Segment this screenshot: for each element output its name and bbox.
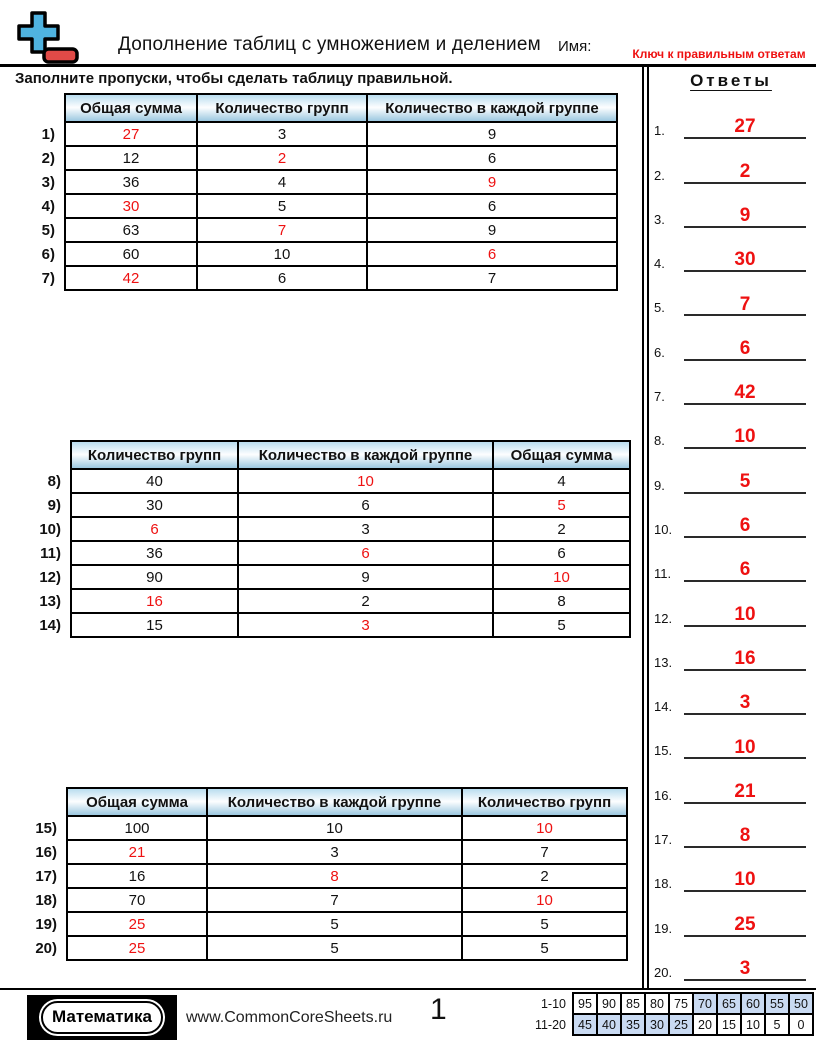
question-table-1 xyxy=(28,93,618,291)
score-cell: 90 xyxy=(597,993,621,1014)
given-value-cell: 2 xyxy=(493,517,630,541)
answer-item xyxy=(652,804,810,848)
score-grid-row xyxy=(528,993,813,1014)
table-row xyxy=(28,864,627,888)
answer-item xyxy=(652,494,810,538)
answer-value-cell: 3 xyxy=(238,613,493,637)
question-number: 6) xyxy=(41,245,55,263)
score-range-label: 11-20 xyxy=(534,1017,566,1032)
given-value-cell: 36 xyxy=(65,170,197,194)
answer-value-cell: 10 xyxy=(493,565,630,589)
answer-number: 5. xyxy=(654,300,665,316)
answer-number: 1. xyxy=(654,123,665,139)
table-row xyxy=(28,565,630,589)
question-number: 18) xyxy=(35,891,57,909)
answer-item xyxy=(652,892,810,936)
answer-blank-value: 30 xyxy=(684,250,806,272)
answer-blank-value: 2 xyxy=(684,162,806,184)
answer-number: 14. xyxy=(654,699,673,715)
question-number: 8) xyxy=(47,472,61,490)
table-row xyxy=(28,840,627,864)
question-number: 9) xyxy=(47,496,61,514)
question-number: 15) xyxy=(35,819,57,837)
answer-number: 16. xyxy=(654,787,673,803)
answer-key-label: Ключ к правильным ответам xyxy=(632,47,806,61)
question-table-grid xyxy=(28,787,628,961)
question-number: 5) xyxy=(41,221,55,239)
score-cell: 75 xyxy=(669,993,693,1014)
answer-item xyxy=(652,627,810,671)
score-cell: 85 xyxy=(621,993,645,1014)
score-cell: 20 xyxy=(693,1014,717,1035)
given-value-cell: 5 xyxy=(493,613,630,637)
given-value-cell: 5 xyxy=(197,194,367,218)
answer-item xyxy=(652,139,810,183)
score-cell: 25 xyxy=(669,1014,693,1035)
answer-number: 4. xyxy=(654,256,665,272)
answer-value-cell: 16 xyxy=(71,589,238,613)
answer-blank-value: 6 xyxy=(684,516,806,538)
question-number: 11) xyxy=(40,544,61,562)
table-row xyxy=(28,541,630,565)
given-value-cell: 100 xyxy=(67,816,207,840)
answer-blank-value: 25 xyxy=(684,915,806,937)
given-value-cell: 4 xyxy=(197,170,367,194)
question-table-2 xyxy=(28,440,631,638)
given-value-cell: 3 xyxy=(238,517,493,541)
answer-value-cell: 25 xyxy=(67,912,207,936)
table-row xyxy=(28,266,617,290)
score-cell: 5 xyxy=(765,1014,789,1035)
answer-blank-value: 7 xyxy=(684,295,806,317)
table-corner xyxy=(28,441,71,469)
given-value-cell: 5 xyxy=(207,936,462,960)
answer-number: 7. xyxy=(654,389,665,405)
answer-value-cell: 30 xyxy=(65,194,197,218)
table-header-row xyxy=(28,788,627,816)
answer-value-cell: 9 xyxy=(367,170,617,194)
score-cell: 35 xyxy=(621,1014,645,1035)
answer-number: 11. xyxy=(654,566,672,582)
answer-item xyxy=(652,272,810,316)
table-corner xyxy=(28,788,67,816)
answer-blank-value: 21 xyxy=(684,782,806,804)
answer-item xyxy=(652,449,810,493)
answer-value-cell: 27 xyxy=(65,122,197,146)
score-grid-table xyxy=(528,992,814,1036)
given-value-cell: 7 xyxy=(207,888,462,912)
answer-value-cell: 8 xyxy=(207,864,462,888)
answer-number: 2. xyxy=(654,167,665,183)
answer-number: 20. xyxy=(654,964,673,980)
column-header: Количество групп xyxy=(197,94,367,122)
answer-value-cell: 6 xyxy=(238,541,493,565)
answer-number: 9. xyxy=(654,477,665,493)
question-number: 4) xyxy=(41,197,55,215)
given-value-cell: 7 xyxy=(367,266,617,290)
answer-blank-value: 27 xyxy=(684,117,806,139)
answer-number: 18. xyxy=(654,876,673,892)
answer-item xyxy=(652,671,810,715)
question-number: 14) xyxy=(39,616,61,634)
question-number: 2) xyxy=(41,149,55,167)
answer-number: 13. xyxy=(654,654,673,670)
answers-list xyxy=(652,95,810,981)
given-value-cell: 7 xyxy=(462,840,627,864)
answer-item xyxy=(652,95,810,139)
score-cell: 30 xyxy=(645,1014,669,1035)
table-row xyxy=(28,122,617,146)
answer-blank-value: 3 xyxy=(684,693,806,715)
score-cell: 10 xyxy=(741,1014,765,1035)
column-header: Количество групп xyxy=(462,788,627,816)
page-number: 1 xyxy=(430,993,447,1026)
answer-blank-value: 9 xyxy=(684,206,806,228)
answer-number: 19. xyxy=(654,920,673,936)
site-url: www.CommonCoreSheets.ru xyxy=(186,1009,393,1026)
question-table-grid xyxy=(28,93,618,291)
answer-number: 12. xyxy=(654,610,673,626)
answer-item xyxy=(652,937,810,981)
score-grid xyxy=(528,992,814,1036)
instruction-text: Заполните пропуски, чтобы сделать таблицу правильной. xyxy=(15,70,453,87)
score-cell: 95 xyxy=(573,993,597,1014)
column-header: Количество групп xyxy=(71,441,238,469)
score-cell: 60 xyxy=(741,993,765,1014)
answer-blank-value: 8 xyxy=(684,826,806,848)
given-value-cell: 60 xyxy=(65,242,197,266)
table-row xyxy=(28,888,627,912)
answer-value-cell: 25 xyxy=(67,936,207,960)
given-value-cell: 5 xyxy=(462,912,627,936)
question-number: 19) xyxy=(35,915,57,933)
plus-minus-icon xyxy=(16,10,90,71)
column-header: Общая сумма xyxy=(67,788,207,816)
answer-item xyxy=(652,538,810,582)
given-value-cell: 63 xyxy=(65,218,197,242)
score-cell: 15 xyxy=(717,1014,741,1035)
table-row xyxy=(28,936,627,960)
answer-item xyxy=(652,361,810,405)
column-header: Общая сумма xyxy=(65,94,197,122)
column-header: Количество в каждой группе xyxy=(238,441,493,469)
answer-item xyxy=(652,759,810,803)
answer-value-cell: 7 xyxy=(197,218,367,242)
given-value-cell: 5 xyxy=(462,936,627,960)
question-number: 10) xyxy=(39,520,61,538)
answer-number: 10. xyxy=(654,521,673,537)
answer-blank-value: 10 xyxy=(684,870,806,892)
answer-value-cell: 6 xyxy=(71,517,238,541)
answer-number: 17. xyxy=(654,832,673,848)
given-value-cell: 9 xyxy=(238,565,493,589)
given-value-cell: 9 xyxy=(367,122,617,146)
answer-value-cell: 42 xyxy=(65,266,197,290)
score-cell: 45 xyxy=(573,1014,597,1035)
column-header: Общая сумма xyxy=(493,441,630,469)
answers-column xyxy=(652,71,810,981)
table-row xyxy=(28,517,630,541)
given-value-cell: 6 xyxy=(238,493,493,517)
question-number: 12) xyxy=(39,568,61,586)
given-value-cell: 30 xyxy=(71,493,238,517)
table-row xyxy=(28,146,617,170)
table-row xyxy=(28,613,630,637)
given-value-cell: 40 xyxy=(71,469,238,493)
score-cell: 40 xyxy=(597,1014,621,1035)
answer-blank-value: 6 xyxy=(684,560,806,582)
score-cell: 55 xyxy=(765,993,789,1014)
table-row xyxy=(28,218,617,242)
table-row xyxy=(28,912,627,936)
table-row xyxy=(28,469,630,493)
given-value-cell: 16 xyxy=(67,864,207,888)
answer-item xyxy=(652,405,810,449)
table-row xyxy=(28,493,630,517)
given-value-cell: 10 xyxy=(207,816,462,840)
question-number: 7) xyxy=(41,269,55,287)
given-value-cell: 5 xyxy=(207,912,462,936)
question-table-3 xyxy=(28,787,628,961)
answer-blank-value: 6 xyxy=(684,339,806,361)
brand-logo xyxy=(27,995,177,1040)
name-label: Имя: xyxy=(558,38,592,55)
answer-value-cell: 6 xyxy=(367,242,617,266)
question-number: 3) xyxy=(41,173,55,191)
answer-blank-value: 10 xyxy=(684,605,806,627)
question-number: 1) xyxy=(41,125,55,143)
column-header: Количество в каждой группе xyxy=(207,788,462,816)
given-value-cell: 36 xyxy=(71,541,238,565)
answer-blank-value: 16 xyxy=(684,649,806,671)
answer-number: 3. xyxy=(654,211,665,227)
worksheet-title: Дополнение таблиц с умножением и делением xyxy=(118,34,541,55)
answer-blank-value: 10 xyxy=(684,738,806,760)
brand-label: Математика xyxy=(41,1001,163,1034)
header-divider xyxy=(0,64,816,67)
score-cell: 0 xyxy=(789,1014,813,1035)
score-range-label: 1-10 xyxy=(540,996,566,1011)
answer-item xyxy=(652,848,810,892)
answer-item xyxy=(652,228,810,272)
answer-value-cell: 5 xyxy=(493,493,630,517)
answer-number: 15. xyxy=(654,743,673,759)
given-value-cell: 2 xyxy=(238,589,493,613)
given-value-cell: 8 xyxy=(493,589,630,613)
footer-divider xyxy=(0,988,816,990)
answers-title: Ответы xyxy=(690,71,772,90)
answer-blank-value: 10 xyxy=(684,427,806,449)
table-corner xyxy=(28,94,65,122)
score-cell: 70 xyxy=(693,993,717,1014)
answer-number: 6. xyxy=(654,344,665,360)
given-value-cell: 6 xyxy=(367,146,617,170)
given-value-cell: 6 xyxy=(493,541,630,565)
question-number: 17) xyxy=(35,867,57,885)
answer-blank-value: 3 xyxy=(684,959,806,981)
table-row xyxy=(28,242,617,266)
table-row xyxy=(28,816,627,840)
table-header-row xyxy=(28,441,630,469)
table-header-row xyxy=(28,94,617,122)
answer-number: 8. xyxy=(654,433,665,449)
table-row xyxy=(28,170,617,194)
given-value-cell: 9 xyxy=(367,218,617,242)
given-value-cell: 2 xyxy=(462,864,627,888)
score-cell: 50 xyxy=(789,993,813,1014)
answer-blank-value: 42 xyxy=(684,383,806,405)
answers-column-divider xyxy=(642,67,649,988)
question-number: 13) xyxy=(39,592,61,610)
answer-blank-value: 5 xyxy=(684,472,806,494)
score-cell: 65 xyxy=(717,993,741,1014)
question-number: 20) xyxy=(35,939,57,957)
column-header: Количество в каждой группе xyxy=(367,94,617,122)
score-grid-row xyxy=(528,1014,813,1035)
score-cell: 80 xyxy=(645,993,669,1014)
answer-item xyxy=(652,715,810,759)
answer-item xyxy=(652,316,810,360)
given-value-cell: 4 xyxy=(493,469,630,493)
answer-item xyxy=(652,184,810,228)
given-value-cell: 6 xyxy=(367,194,617,218)
question-number: 16) xyxy=(35,843,57,861)
given-value-cell: 3 xyxy=(197,122,367,146)
answer-item xyxy=(652,582,810,626)
table-row xyxy=(28,194,617,218)
given-value-cell: 90 xyxy=(71,565,238,589)
answer-value-cell: 2 xyxy=(197,146,367,170)
given-value-cell: 70 xyxy=(67,888,207,912)
table-row xyxy=(28,589,630,613)
given-value-cell: 12 xyxy=(65,146,197,170)
question-table-grid xyxy=(28,440,631,638)
given-value-cell: 15 xyxy=(71,613,238,637)
answer-value-cell: 10 xyxy=(238,469,493,493)
given-value-cell: 10 xyxy=(197,242,367,266)
answer-value-cell: 21 xyxy=(67,840,207,864)
answer-value-cell: 10 xyxy=(462,888,627,912)
answer-value-cell: 10 xyxy=(462,816,627,840)
given-value-cell: 6 xyxy=(197,266,367,290)
given-value-cell: 3 xyxy=(207,840,462,864)
